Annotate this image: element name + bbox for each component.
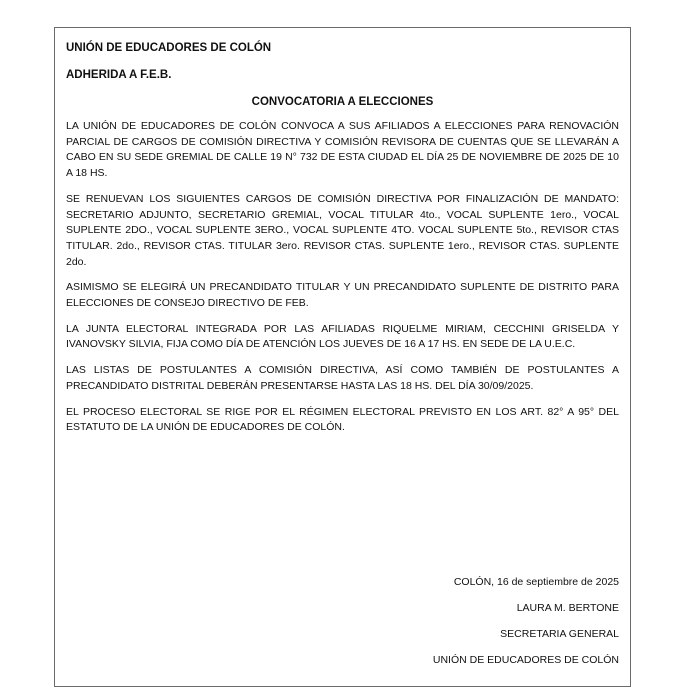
paragraph-regime: EL PROCESO ELECTORAL SE RIGE POR EL RÉGIMEN ELECTORAL PREVISTO EN LOS ART. 82° A 95° DEL ESTATUTO DE LA UNIÓN DE EDUCADORES DE COLÓN. <box>66 405 619 434</box>
paragraph-positions: SE RENUEVAN LOS SIGUIENTES CARGOS DE COMISIÓN DIRECTIVA POR FINALIZACIÓN DE MANDATO: SECRETARIO ADJUNTO, SECRETARIO GREMIAL, VOCAL TITULAR 4to., VOCAL SUPLENTE 1ero., VOCAL SUPLENTE 2DO., VOCAL SUPLENTE 3ERO., VOCAL SUPLENTE 4TO. VOCAL SUPLENTE 5to., REVISOR CTAS TITULAR. 2do., REVISOR CTAS. TITULAR 3ero. REVISOR CTAS. SUPLENTE 1ero., REVISOR CTAS. SUPLENTE 2do. <box>66 192 619 268</box>
election-notice <box>54 27 631 687</box>
signature-block <box>433 575 619 679</box>
signer-name: LAURA M. BERTONE <box>516 602 619 614</box>
org-name: UNIÓN DE EDUCADORES DE COLÓN <box>66 42 272 54</box>
paragraph-lists-deadline: LAS LISTAS DE POSTULANTES A COMISIÓN DIRECTIVA, ASÍ COMO TAMBIÉN DE POSTULANTES A PRECANDIDATO DISTRITAL DEBERÁN PRESENTARSE HASTA LAS 18 HS. DEL DÍA 30/09/2025. <box>66 364 619 392</box>
place-date: COLÓN, 16 de septiembre de 2025 <box>453 576 619 588</box>
signer-role: SECRETARIA GENERAL <box>500 628 619 640</box>
paragraph-convocation: LA UNIÓN DE EDUCADORES DE COLÓN CONVOCA A SUS AFILIADOS A ELECCIONES PARA RENOVACIÓN PARCIAL DE CARGOS DE COMISIÓN DIRECTIVA Y COMISIÓN REVISORA DE CUENTAS QUE SE LLEVARÁN A CABO EN SU SEDE GREMIAL DE CALLE 19 N° 732 DE ESTA CIUDAD EL DÍA 25 DE NOVIEMBRE DE 2025 DE 10 A 18 HS. <box>66 120 619 180</box>
paragraph-precandidates: ASIMISMO SE ELEGIRÁ UN PRECANDIDATO TITULAR Y UN PRECANDIDATO SUPLENTE DE DISTRITO PARA ELECCIONES DE CONSEJO DIRECTIVO DE FEB. <box>66 281 619 310</box>
affiliation: ADHERIDA A F.E.B. <box>66 69 172 81</box>
signer-org: UNIÓN DE EDUCADORES DE COLÓN <box>432 654 619 666</box>
notice-title: CONVOCATORIA A ELECCIONES <box>251 96 434 108</box>
paragraph-electoral-board: LA JUNTA ELECTORAL INTEGRADA POR LAS AFILIADAS RIQUELME MIRIAM, CECCHINI GRISELDA Y IVANOVSKY SILVIA, FIJA COMO DÍA DE ATENCIÓN LOS JUEVES DE 16 A 17 HS. EN SEDE DE LA U.E.C. <box>66 322 619 351</box>
